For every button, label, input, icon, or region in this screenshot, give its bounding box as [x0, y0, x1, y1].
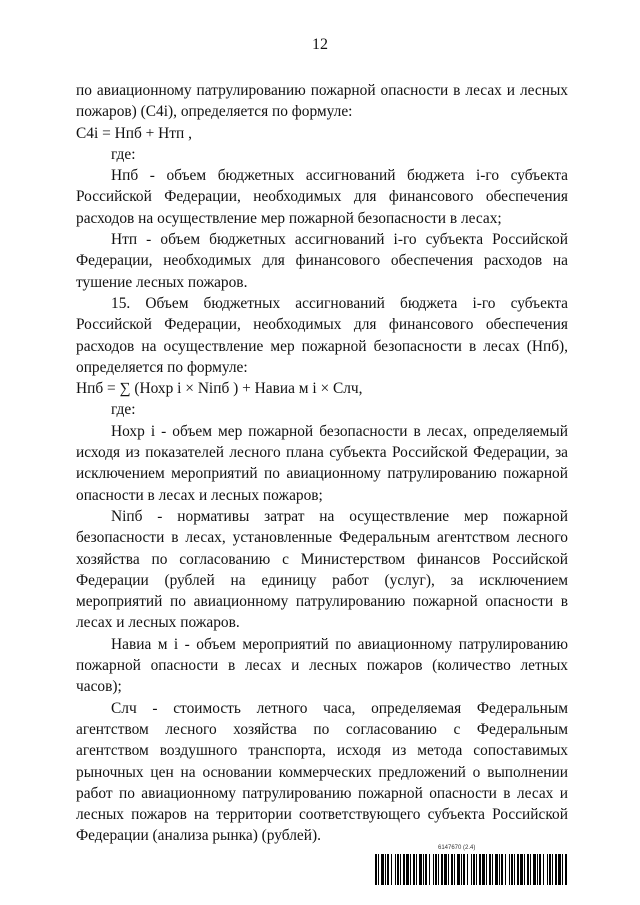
document-body — [76, 80, 568, 847]
definition-clch: Cлч - стоимость летного часа, определяемая Федеральным агентством лесного хозяйства по согласованию с Федеральным агентством воздушного транспорта, исходя из метода сопоставимых рыночных цен на основании коммерческих предложений о выполнении работ по авиационному патрулированию пожарной опасности в лесах и лесных пожаров на территории соответствующего субъекта Российской Федерации (анализа рынка) (рублей). — [76, 699, 568, 845]
definition-hpb: Hпб - объем бюджетных ассигнований бюджета i-го субъекта Российской Федерации, необходимых для финансового обеспечения расходов на осуществление мер пожарной безопасности в лесах; — [76, 167, 568, 227]
where-label-2: где: — [111, 401, 136, 419]
definition-hohr: Hохр i - объем мер пожарной безопасности в лесах, определяемый исходя из показателей лесного плана субъекта Российской Федерации, за исключением мероприятий по авиационному патрулированию пожарной опасности в лесах и лесных пожаров; — [76, 422, 568, 504]
definition-htp: Hтп - объем бюджетных ассигнований i-го субъекта Российской Федерации, необходимых для финансового обеспечения расходов на тушение лесных пожаров. — [76, 231, 568, 291]
definition-havia: Hавиа м i - объем мероприятий по авиационному патрулированию пожарной опасности в лесах и лесных пожаров (количество летных часов); — [76, 635, 568, 696]
formula-c4i: C4i = Hпб + Hтп , — [76, 124, 192, 142]
barcode-number: 6147670 (2.4) — [438, 845, 476, 851]
paragraph-15: 15. Объем бюджетных ассигнований бюджета i-го субъекта Российской Федерации, необходимых для финансового обеспечения расходов на осуществление мер пожарной безопасности в лесах (Hпб), определяется по формуле: — [76, 294, 568, 376]
paragraph-intro: по авиационному патрулированию пожарной опасности в лесах и лесных пожаров) (C4i), определяется по формуле: — [76, 82, 568, 121]
barcode — [375, 854, 567, 885]
formula-hpb: Hпб = ∑ (Hохр i × Niпб ) + Hавиа м i × Cлч, — [76, 380, 363, 398]
where-label-1: где: — [111, 145, 136, 163]
definition-nipb: Niпб - нормативы затрат на осуществление мер пожарной безопасности в лесах, установленные Федеральным агентством лесного хозяйства по согласованию с Министерством финансов Российской Федерации (рублей на единицу работ (услуг), за исключением мероприятий по авиационному патрулированию пожарной опасности в лесах и лесных пожаров. — [76, 507, 568, 632]
page-number: 12 — [312, 36, 328, 53]
